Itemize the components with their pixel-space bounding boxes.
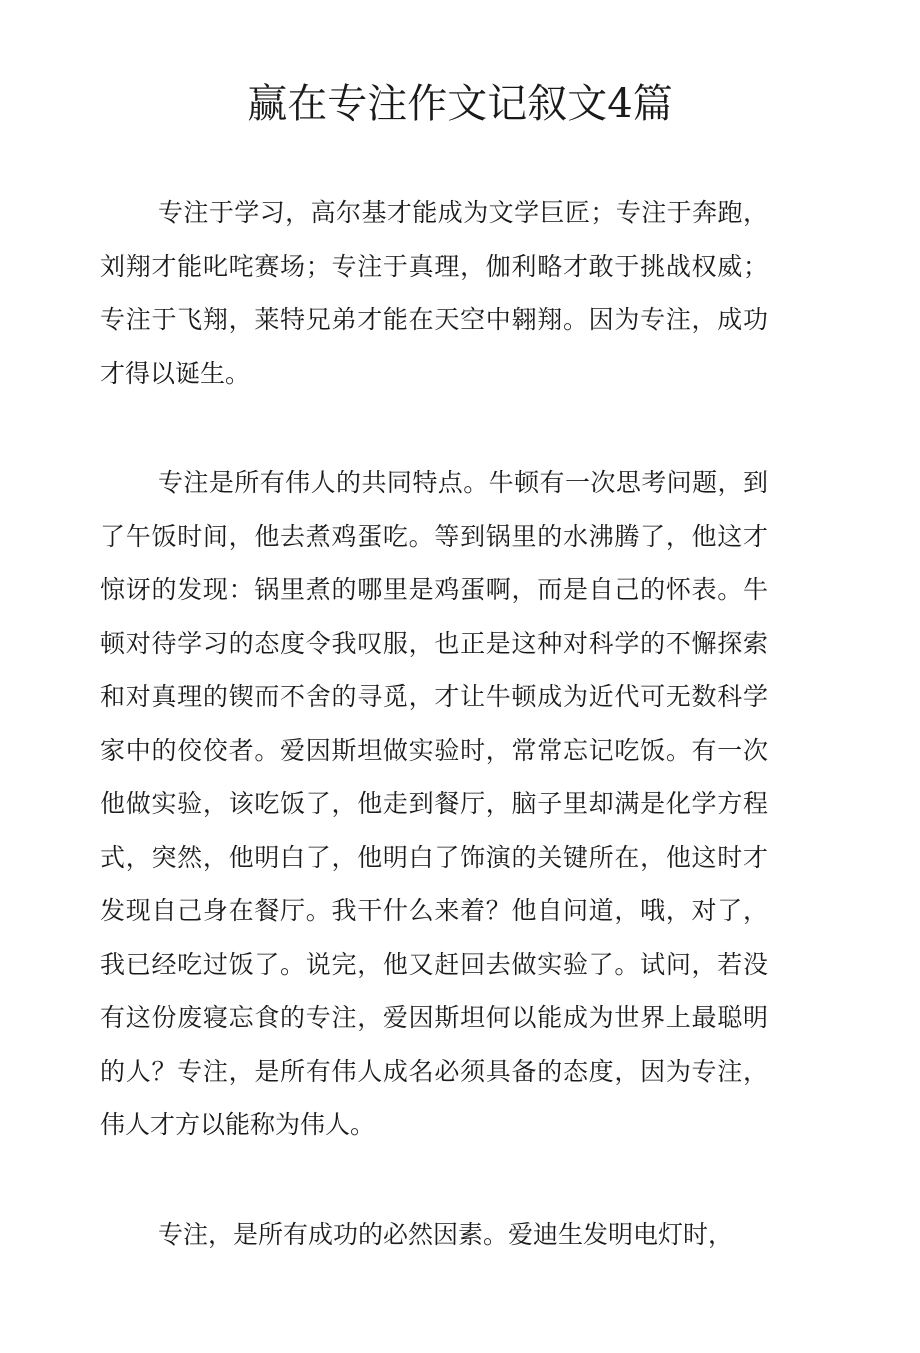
- paragraph-3: 专注，是所有成功的必然因素。爱迪生发明电灯时，: [158, 1220, 734, 1249]
- paragraph-1: 专注于学习，高尔基才能成为文学巨匠；专注于奔跑，刘翔才能叱咤赛场；专注于真理，伽利略才敢于挑战权威；专注于飞翔，莱特兄弟才能在天空中翱翔。因为专注，成功才得以诞生。: [100, 198, 768, 388]
- document-title: 赢在专注作文记叙文4篇: [247, 81, 673, 127]
- paragraph-2: 专注是所有伟人的共同特点。牛顿有一次思考问题，到了午饭时间，他去煮鸡蛋吃。等到锅里的水沸腾了，他这才惊讶的发现：锅里煮的哪里是鸡蛋啊，而是自己的怀表。牛顿对待学习的态度令我叹服，也正是这种对科学的不懈探索和对真理的锲而不舍的寻觅，才让牛顿成为近代可无数科学家中的佼佼者。爱因斯坦做实验时，常常忘记吃饭。有一次他做实验，该吃饭了，他走到餐厅，脑子里却满是化学方程式，突然，他明白了，他明白了饰演的关键所在，他这时才发现自己身在餐厅。我干什么来着？他自问道，哦，对了，我已经吃过饭了。说完，他又赶回去做实验了。试问，若没有这份废寝忘食的专注，爱因斯坦何以能成为世界上最聪明的人？专注，是所有伟人成名必须具备的态度，因为专注，伟人才方以能称为伟人。: [100, 468, 768, 1139]
